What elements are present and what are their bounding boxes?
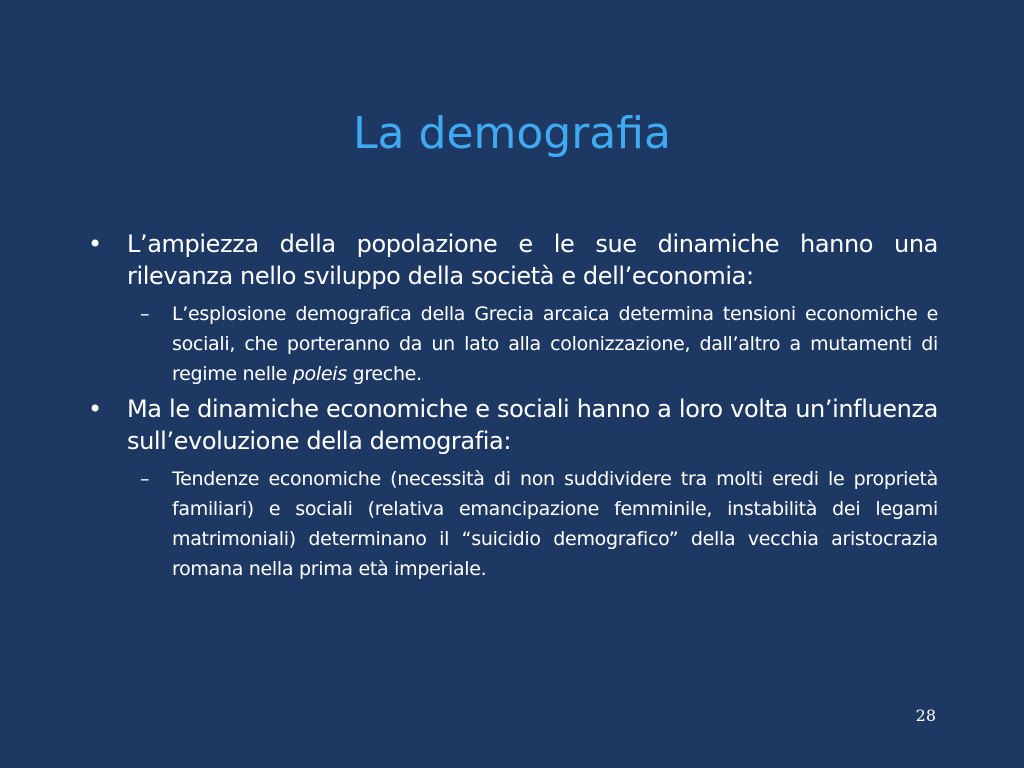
bullet-text: L’ampiezza della popolazione e le sue dinamiche hanno una rilevanza nello sviluppo della società e dell’economia: bbox=[127, 230, 938, 290]
page-number: 28 bbox=[915, 706, 936, 725]
bullet-item bbox=[86, 393, 938, 457]
sub-bullet-item bbox=[140, 299, 938, 389]
dash-marker: – bbox=[140, 468, 150, 490]
bullet-text: Ma le dinamiche economiche e sociali hanno a loro volta un’influenza sull’evoluzione della demografia: bbox=[127, 395, 938, 455]
bullet-marker: • bbox=[88, 230, 102, 258]
sub-bullet-item bbox=[140, 464, 938, 584]
slide-body bbox=[86, 228, 938, 588]
sub-bullet-text-part: L’esplosione demografica della Grecia arcaica determina tensioni economiche e sociali, che porteranno da un lato alla colonizzazione, dall’altro a mutamenti di regime nelle bbox=[172, 303, 938, 385]
sub-bullet-text-part: greche. bbox=[346, 363, 422, 385]
dash-marker: – bbox=[140, 303, 150, 325]
sub-bullet-text bbox=[172, 299, 938, 389]
sub-bullet-text: Tendenze economiche (necessità di non suddividere tra molti eredi le proprietà familiari) e sociali (relativa emancipazione femminile, instabilità dei legami matrimoniali) determinano il “suicidio demografico” della vecchia aristocrazia romana nella prima età imperiale. bbox=[172, 468, 938, 580]
bullet-marker: • bbox=[88, 395, 102, 423]
slide-title: La demografia bbox=[353, 108, 671, 159]
italic-term: poleis bbox=[292, 363, 347, 385]
bullet-item bbox=[86, 228, 938, 292]
